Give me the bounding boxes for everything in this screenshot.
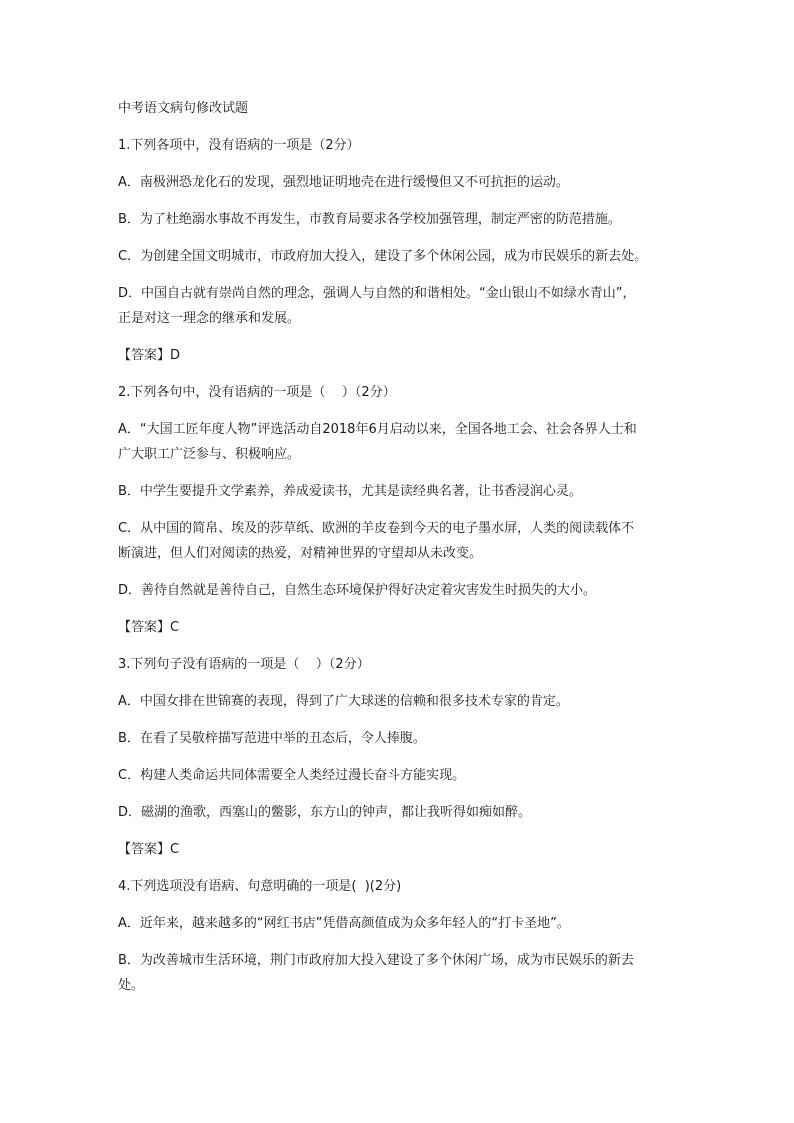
question-2-answer: 【答案】C xyxy=(118,620,180,635)
question-3-option-b: B．在看了吴敬梓描写范进中举的丑态后，令人捧腹。 xyxy=(118,731,426,746)
question-1-option-d xyxy=(118,281,680,331)
question-4-option-b xyxy=(118,948,680,998)
option-line: B．为改善城市生活环境，荆门市政府加大投入建设了多个休闲广场，成为市民娱乐的新去 xyxy=(118,953,634,968)
option-line: 处。 xyxy=(118,978,145,993)
option-line: C．从中国的简帛、埃及的莎草纸、欧洲的羊皮卷到今天的电子墨水屏，人类的阅读载体不 xyxy=(118,521,635,536)
question-1-option-c: C．为创建全国文明城市，市政府加大投入，建设了多个休闲公园，成为市民娱乐的新去处。 xyxy=(118,249,648,264)
question-2-option-b: B．中学生要提升文学素养，养成爱读书，尤其是读经典名著，让书香浸润心灵。 xyxy=(118,484,582,499)
question-2-stem: 2.下列各句中，没有语病的一项是（ ）（2分） xyxy=(118,385,396,400)
document-page xyxy=(118,96,680,1010)
question-3-stem: 3.下列句子没有语病的一项是（ ）（2分） xyxy=(118,657,370,672)
question-2-option-a xyxy=(118,417,680,467)
question-1-option-b: B．为了杜绝溺水事故不再发生，市教育局要求各学校加强管理，制定严密的防范措施。 xyxy=(118,212,621,227)
option-line: 断演进，但人们对阅读的热爱，对精神世界的守望却从未改变。 xyxy=(118,546,483,561)
question-3-option-d: D．磁湖的渔歌，西塞山的鳖影，东方山的钟声，都让我听得如痴如醉。 xyxy=(118,805,532,820)
document-title: 中考语文病句修改试题 xyxy=(118,101,249,116)
question-2-option-d: D．善待自然就是善待自己，自然生态环境保护得好决定着灾害发生时损失的大小。 xyxy=(118,583,597,598)
option-line: D．中国自古就有崇尚自然的理念，强调人与自然的和谐相处。“金山银山不如绿水青山”， xyxy=(118,286,636,301)
question-1-option-a: A．南极洲恐龙化石的发现，强烈地证明地壳在进行缓慢但又不可抗拒的运动。 xyxy=(118,175,569,190)
option-line: 广大职工广泛参与、积极响应。 xyxy=(118,447,301,462)
question-4-option-a: A．近年来，越来越多的“网红书店”凭借高颜值成为众多年轻人的“打卡圣地”。 xyxy=(118,916,570,931)
question-3-option-c: C．构建人类命运共同体需要全人类经过漫长奋斗方能实现。 xyxy=(118,768,466,783)
option-line: A．“大国工匠年度人物”评选活动自2018年6月启动以来，全国各地工会、社会各界人士和 xyxy=(118,422,637,437)
question-1-answer: 【答案】D xyxy=(118,348,181,363)
question-3-answer: 【答案】C xyxy=(118,842,180,857)
question-4-stem: 4.下列选项没有语病、句意明确的一项是( )(2分) xyxy=(118,879,402,894)
question-1-stem: 1.下列各项中，没有语病的一项是（2分） xyxy=(118,138,360,153)
question-2-option-c xyxy=(118,516,680,566)
option-line: 正是对这一理念的继承和发展。 xyxy=(118,311,301,326)
question-3-option-a: A．中国女排在世锦赛的表现，得到了广大球迷的信赖和很多技术专家的肯定。 xyxy=(118,694,569,709)
